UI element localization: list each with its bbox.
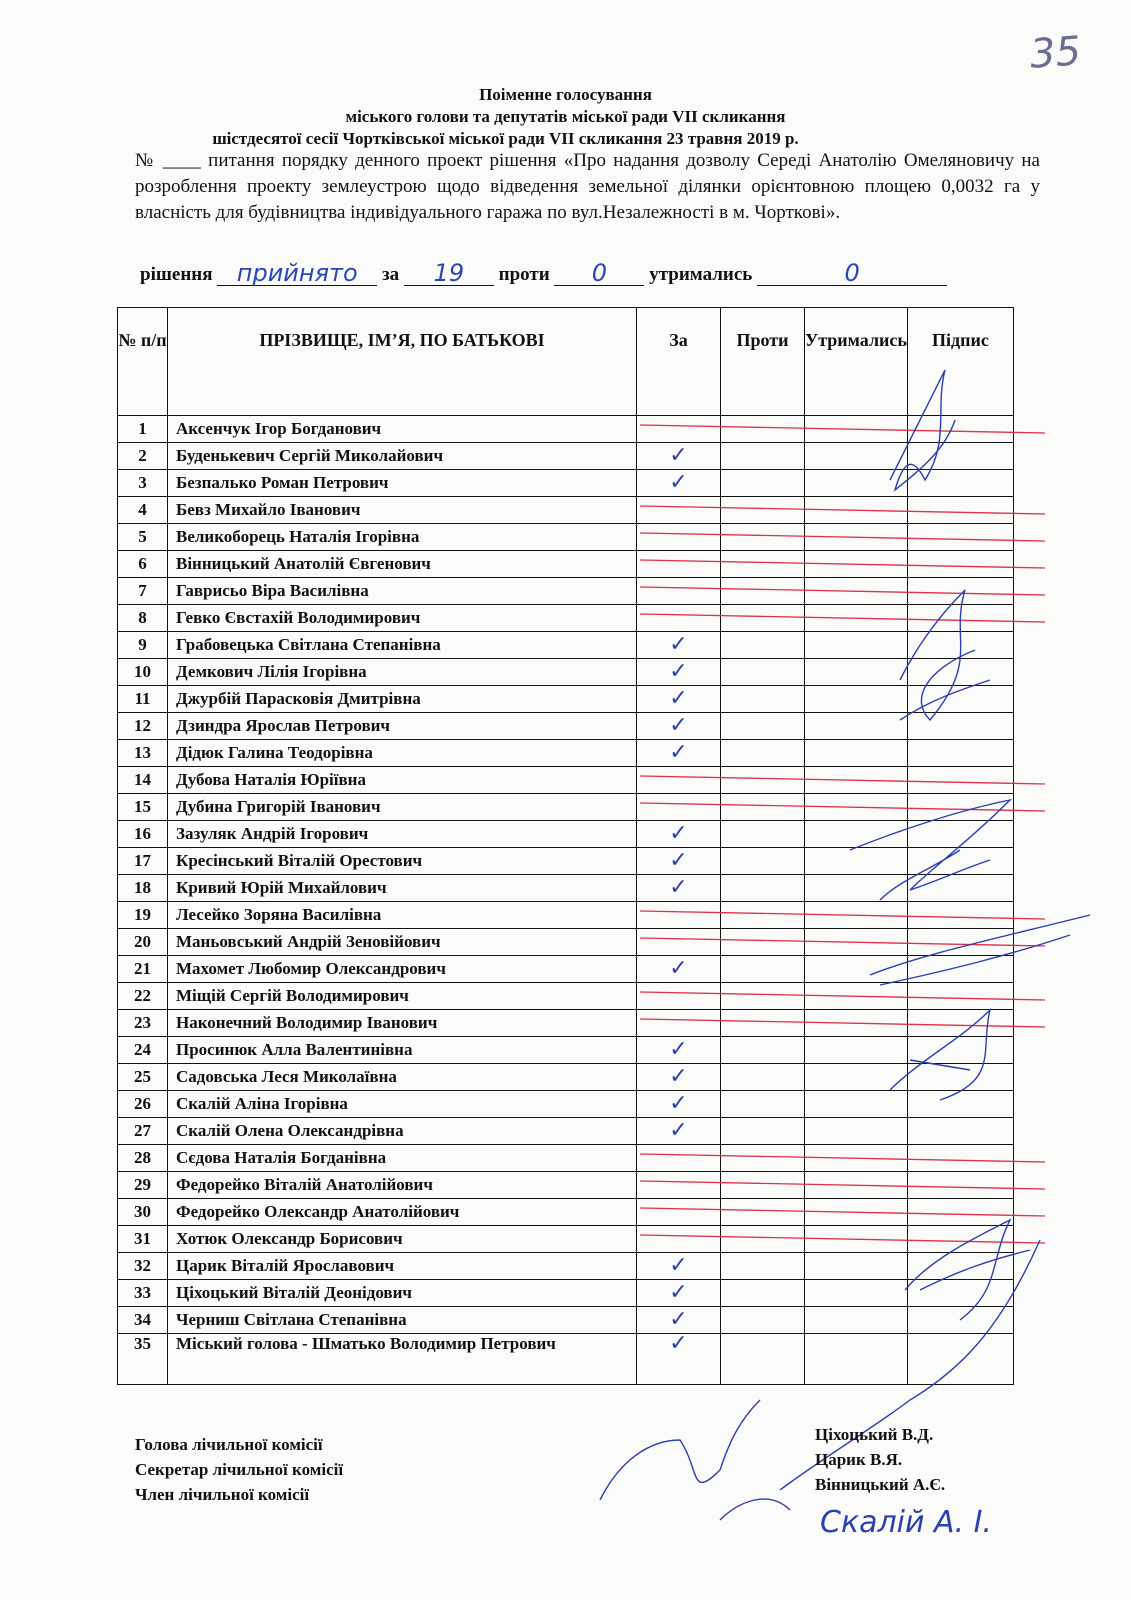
strike-line <box>640 506 1045 514</box>
member-name: Джурбій Парасковія Дмитрівна <box>168 686 637 713</box>
member-name: Гевко Євстахій Володимирович <box>168 605 637 632</box>
page-number: 35 <box>1028 28 1083 78</box>
member-name: Грабовецька Світлана Степанівна <box>168 632 637 659</box>
row-number: 6 <box>118 551 168 578</box>
strike-line <box>640 1181 1045 1189</box>
row-number: 7 <box>118 578 168 605</box>
row-number: 34 <box>118 1307 168 1334</box>
row-number: 12 <box>118 713 168 740</box>
checkmark-icon: ✓ <box>669 632 688 657</box>
commission-signature-2 <box>720 1499 790 1520</box>
checkmark-icon: ✓ <box>669 686 688 711</box>
row-number: 2 <box>118 443 168 470</box>
strike-line <box>640 776 1045 784</box>
signature-2 <box>900 590 990 720</box>
member-name: Наконечний Володимир Іванович <box>168 1010 637 1037</box>
signature-4 <box>870 915 1090 985</box>
commission-members <box>815 1422 945 1497</box>
member-name: Сєдова Наталія Богданівна <box>168 1145 637 1172</box>
member-name: Махомет Любомир Олександрович <box>168 956 637 983</box>
row-number: 11 <box>118 686 168 713</box>
strike-line <box>640 911 1045 919</box>
strike-line <box>640 425 1045 433</box>
row-number: 33 <box>118 1280 168 1307</box>
strike-line <box>640 1019 1045 1027</box>
member-name: Дубова Наталія Юріївна <box>168 767 637 794</box>
row-number: 23 <box>118 1010 168 1037</box>
member-name: Бевз Михайло Іванович <box>168 497 637 524</box>
checkmark-icon: ✓ <box>669 1037 688 1062</box>
row-number: 15 <box>118 794 168 821</box>
row-number: 5 <box>118 524 168 551</box>
for-label: за <box>382 264 400 285</box>
member-name: Буденькевич Сергій Миколайович <box>168 443 637 470</box>
row-number: 14 <box>118 767 168 794</box>
checkmark-icon: ✓ <box>669 821 688 846</box>
member-name: Зазуляк Андрій Ігорович <box>168 821 637 848</box>
against-count: 0 <box>591 259 608 287</box>
signature-6 <box>905 1220 1030 1320</box>
strike-line <box>640 1208 1045 1216</box>
signature-5 <box>890 1010 990 1100</box>
row-number: 21 <box>118 956 168 983</box>
member-name: Аксенчук Ігор Богданович <box>168 416 637 443</box>
member-chair: Ціхоцький В.Д. <box>815 1425 934 1444</box>
checkmark-icon: ✓ <box>669 1118 688 1143</box>
commission-roles <box>135 1432 343 1507</box>
member-secretary: Царик В.Я. <box>815 1450 903 1469</box>
row-number: 32 <box>118 1253 168 1280</box>
row-number: 3 <box>118 470 168 497</box>
member-name: Великоборець Наталія Ігорівна <box>168 524 637 551</box>
checkmark-icon: ✓ <box>669 875 688 900</box>
member-name: Безпалько Роман Петрович <box>168 470 637 497</box>
row-number: 9 <box>118 632 168 659</box>
member-name: Ціхоцький Віталій Деонідович <box>168 1280 637 1307</box>
row-number: 27 <box>118 1118 168 1145</box>
for-count: 19 <box>433 259 465 287</box>
row-number: 10 <box>118 659 168 686</box>
strike-line <box>640 992 1045 1000</box>
member-name: Садовська Леся Миколаївна <box>168 1064 637 1091</box>
checkmark-icon: ✓ <box>669 848 688 873</box>
member-name: Демкович Лілія Ігорівна <box>168 659 637 686</box>
role-member: Член лічильної комісії <box>135 1485 310 1504</box>
row-number: 20 <box>118 929 168 956</box>
strike-line <box>640 587 1045 595</box>
row-number: 30 <box>118 1199 168 1226</box>
row-number: 17 <box>118 848 168 875</box>
header-title: Поіменне голосування <box>479 85 652 104</box>
abstain-label: утримались <box>649 264 753 285</box>
member-name: Міщій Сергій Володимирович <box>168 983 637 1010</box>
member-name: Кресінський Віталій Орестович <box>168 848 637 875</box>
row-number: 28 <box>118 1145 168 1172</box>
row-number: 1 <box>118 416 168 443</box>
checkmark-icon: ✓ <box>669 443 688 468</box>
decision-value: прийнято <box>236 259 358 287</box>
member-name: Дзиндра Ярослав Петрович <box>168 713 637 740</box>
row-number: 29 <box>118 1172 168 1199</box>
role-chair: Голова лічильної комісії <box>135 1435 323 1454</box>
abstain-count: 0 <box>844 259 860 287</box>
row-number: 19 <box>118 902 168 929</box>
member-name: Просинюк Алла Валентинівна <box>168 1037 637 1064</box>
strike-line <box>640 1235 1045 1243</box>
commission-signature-1 <box>600 1400 760 1500</box>
member-name: Царик Віталій Ярославович <box>168 1253 637 1280</box>
strike-lines <box>640 425 1045 1243</box>
member-name: Дубина Григорій Іванович <box>168 794 637 821</box>
signature-3 <box>850 800 1010 900</box>
checkmark-icon: ✓ <box>669 1091 688 1116</box>
member-name: Скалій Олена Олександрівна <box>168 1118 637 1145</box>
checkmark-icon: ✓ <box>669 1331 688 1356</box>
row-number: 25 <box>118 1064 168 1091</box>
member-name: Лесейко Зоряна Василівна <box>168 902 637 929</box>
strike-line <box>640 533 1045 541</box>
strike-line <box>640 803 1045 811</box>
checkmark-icon: ✓ <box>669 956 688 981</box>
checkmark-icon: ✓ <box>669 659 688 684</box>
against-label: проти <box>498 264 550 285</box>
row-number: 13 <box>118 740 168 767</box>
checkmark-icon: ✓ <box>669 713 688 738</box>
strike-line <box>640 560 1045 568</box>
checkmark-icon: ✓ <box>669 740 688 765</box>
strike-line <box>640 1154 1045 1162</box>
member-name: Федорейко Олександр Анатолійович <box>168 1199 637 1226</box>
row-number: 31 <box>118 1226 168 1253</box>
handwritten-signature-note: Скалій А. І. <box>820 1505 992 1540</box>
member-member: Вінницький А.Є. <box>815 1475 946 1494</box>
strike-line <box>640 938 1045 946</box>
role-secretary: Секретар лічильної комісії <box>135 1460 344 1479</box>
member-name: Кривий Юрій Михайлович <box>168 875 637 902</box>
member-name: Хотюк Олександр Борисович <box>168 1226 637 1253</box>
row-number: 16 <box>118 821 168 848</box>
member-name: Скалій Аліна Ігорівна <box>168 1091 637 1118</box>
col-header-against: Проти <box>721 308 805 416</box>
col-header-name: ПРІЗВИЩЕ, ІМ’Я, ПО БАТЬКОВІ <box>168 308 637 416</box>
member-name: Міський голова - Шматько Володимир Петрович <box>168 1334 637 1385</box>
col-header-for: За <box>637 308 721 416</box>
member-name: Вінницький Анатолій Євгенович <box>168 551 637 578</box>
checkmark-icon: ✓ <box>669 470 688 495</box>
member-name: Маньовський Андрій Зеновійович <box>168 929 637 956</box>
row-number: 22 <box>118 983 168 1010</box>
checkmark-icon: ✓ <box>669 1280 688 1305</box>
row-number: 18 <box>118 875 168 902</box>
member-name: Гаврисьо Віра Василівна <box>168 578 637 605</box>
header-subtitle: міського голови та депутатів міської ради VII скликання <box>345 107 786 126</box>
row-number: 8 <box>118 605 168 632</box>
member-name: Федорейко Віталій Анатолійович <box>168 1172 637 1199</box>
col-header-signature: Підпис <box>907 308 1013 416</box>
row-number: 24 <box>118 1037 168 1064</box>
decision-label: рішення <box>140 264 213 285</box>
row-number: 35 <box>118 1334 168 1385</box>
checkmark-icon: ✓ <box>669 1307 688 1332</box>
header-session: шістдесятої сесії Чортківської міської ради VII скликання 23 травня 2019 р. <box>212 129 799 148</box>
col-header-number: № п/п <box>118 308 168 416</box>
row-number: 4 <box>118 497 168 524</box>
member-name: Дідюк Галина Теодорівна <box>168 740 637 767</box>
checkmark-icon: ✓ <box>669 1064 688 1089</box>
strike-line <box>640 614 1045 622</box>
col-header-abstain: Утримались <box>805 308 908 416</box>
agenda-text: № ____ питання порядку денного проект рішення «Про надання дозволу Середі Анатолію Омеляновичу на розроблення проекту землеустрою щодо відведення земельної ділянки орієнтовною площею 0,0032 га у власність для будівництва індивідуального гаража по вул.Незалежності в м. Чорткові». <box>135 150 1040 223</box>
member-name: Черниш Світлана Степанівна <box>168 1307 637 1334</box>
row-number: 26 <box>118 1091 168 1118</box>
checkmark-icon: ✓ <box>669 1253 688 1278</box>
